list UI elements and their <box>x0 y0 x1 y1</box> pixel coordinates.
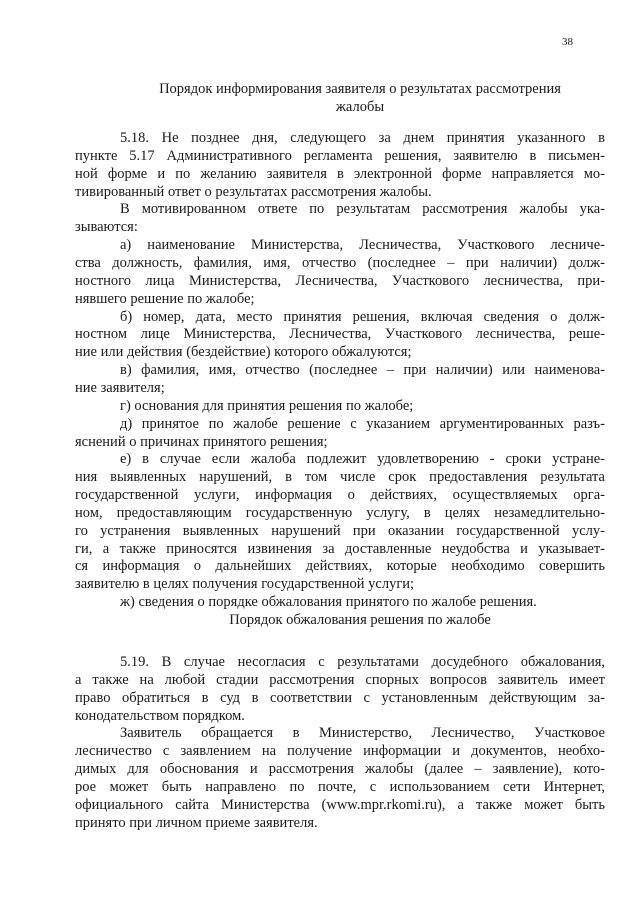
list-item-a-line: а) наименование Министерства, Лесничества, Участкового лесниче- <box>120 237 605 254</box>
list-item-e-line: ния выявленных нарушений, в том числе срок предоставления результата <box>75 469 605 486</box>
list-item-d-line: яснений о причинах принятого решения; <box>75 433 328 450</box>
paragraph-5-18-line: 5.18. Не позднее дня, следующего за днем принятия указанного в <box>120 130 605 146</box>
paragraph-applicant-line: рое может быть направлено по почте, с использованием сети Интернет, <box>75 779 605 795</box>
paragraph-5-19-line: право обратиться в суд в соответствии с установленным действующим за- <box>75 689 605 706</box>
section-heading-appeal: Порядок обжалования решения по жалобе <box>229 612 491 628</box>
paragraph-5-19-line: а также на любой стадии рассмотрения спорных вопросов заявитель имеет <box>75 671 605 688</box>
list-item-a-line: ностного лица Министерства, Лесничества, Участкового лесничества, при- <box>75 272 605 289</box>
paragraph-answer-intro-line: В мотивированном ответе по результатам рассмотрения жалобы ука- <box>120 201 605 218</box>
list-item-b-line: ние или действия (бездействие) которого обжалуются; <box>75 344 412 361</box>
paragraph-answer-intro-line: зываются: <box>75 219 138 236</box>
paragraph-5-19-line: 5.19. В случае несогласия с результатами досудебного обжалования, <box>120 654 605 670</box>
paragraph-applicant-line: димых для обоснования и рассмотрения жалобы (далее – заявление), кото- <box>75 761 605 778</box>
list-item-v-line: ние заявителя; <box>75 379 165 396</box>
paragraph-5-18-line: пункте 5.17 Административного регламента решения, заявителю в письмен- <box>75 147 605 164</box>
list-item-d-line: д) принятое по жалобе решение с указанием аргументированных разъ- <box>120 415 605 432</box>
section-heading-informing <box>110 80 610 116</box>
paragraph-applicant-line: официального сайта Министерства (www.mpr.rkomi.ru), а также может быть <box>75 796 605 813</box>
paragraph-applicant-line: принято при личном приеме заявителя. <box>75 814 318 831</box>
page-number: 38 <box>562 36 573 48</box>
heading-line: жалобы <box>335 99 385 115</box>
paragraph-5-18-line: тивированный ответ о результатах рассмотрения жалобы. <box>75 183 432 200</box>
list-item-e-line: заявителю в целях получения государственной услуги; <box>75 576 415 593</box>
list-item-g-line: г) основания для принятия решения по жалобе; <box>120 397 414 414</box>
list-item-v-line: в) фамилия, имя, отчество (последнее – при наличии) или наименова- <box>120 362 605 379</box>
list-item-a-line: нявшего решение по жалобе; <box>75 290 255 307</box>
list-item-b-line: ностном лице Министерства, Лесничества, Участкового лесничества, реше- <box>75 326 605 343</box>
list-item-e-line: ся информация о дальнейших действиях, которые необходимо совершить <box>75 558 605 575</box>
paragraph-applicant-line: Заявитель обращается в Министерство, Лесничество, Участковое <box>120 725 605 742</box>
list-item-e-line: ном, предоставляющим государственную услугу, в целях незамедлительно- <box>75 504 605 521</box>
list-item-zh-line: ж) сведения о порядке обжалования принятого по жалобе решения. <box>120 594 537 611</box>
list-item-e-line: ги, а также приносятся извинения за доставленные неудобства и указывает- <box>75 540 605 557</box>
list-item-a-line: ства должность, фамилия, имя, отчество (последнее – при наличии) долж- <box>75 255 605 271</box>
list-item-b-line: б) номер, дата, место принятия решения, включая сведения о долж- <box>120 308 605 325</box>
heading-line: Порядок информирования заявителя о результатах рассмотрения <box>159 81 561 97</box>
list-item-e-line: го устранения выявленных нарушений при оказании государственной услу- <box>75 522 605 539</box>
paragraph-applicant-line: лесничество с заявлением на получение информации и документов, необхо- <box>75 743 605 760</box>
paragraph-5-19-line: конодательством порядком. <box>75 707 245 724</box>
list-item-e-line: государственной услуги, информация о действиях, осуществляемых орга- <box>75 487 605 503</box>
paragraph-5-18-line: ной форме и по желанию заявителя в электронной форме направляется мо- <box>75 165 605 182</box>
list-item-e-line: е) в случае если жалоба подлежит удовлетворению - сроки устране- <box>120 451 605 468</box>
